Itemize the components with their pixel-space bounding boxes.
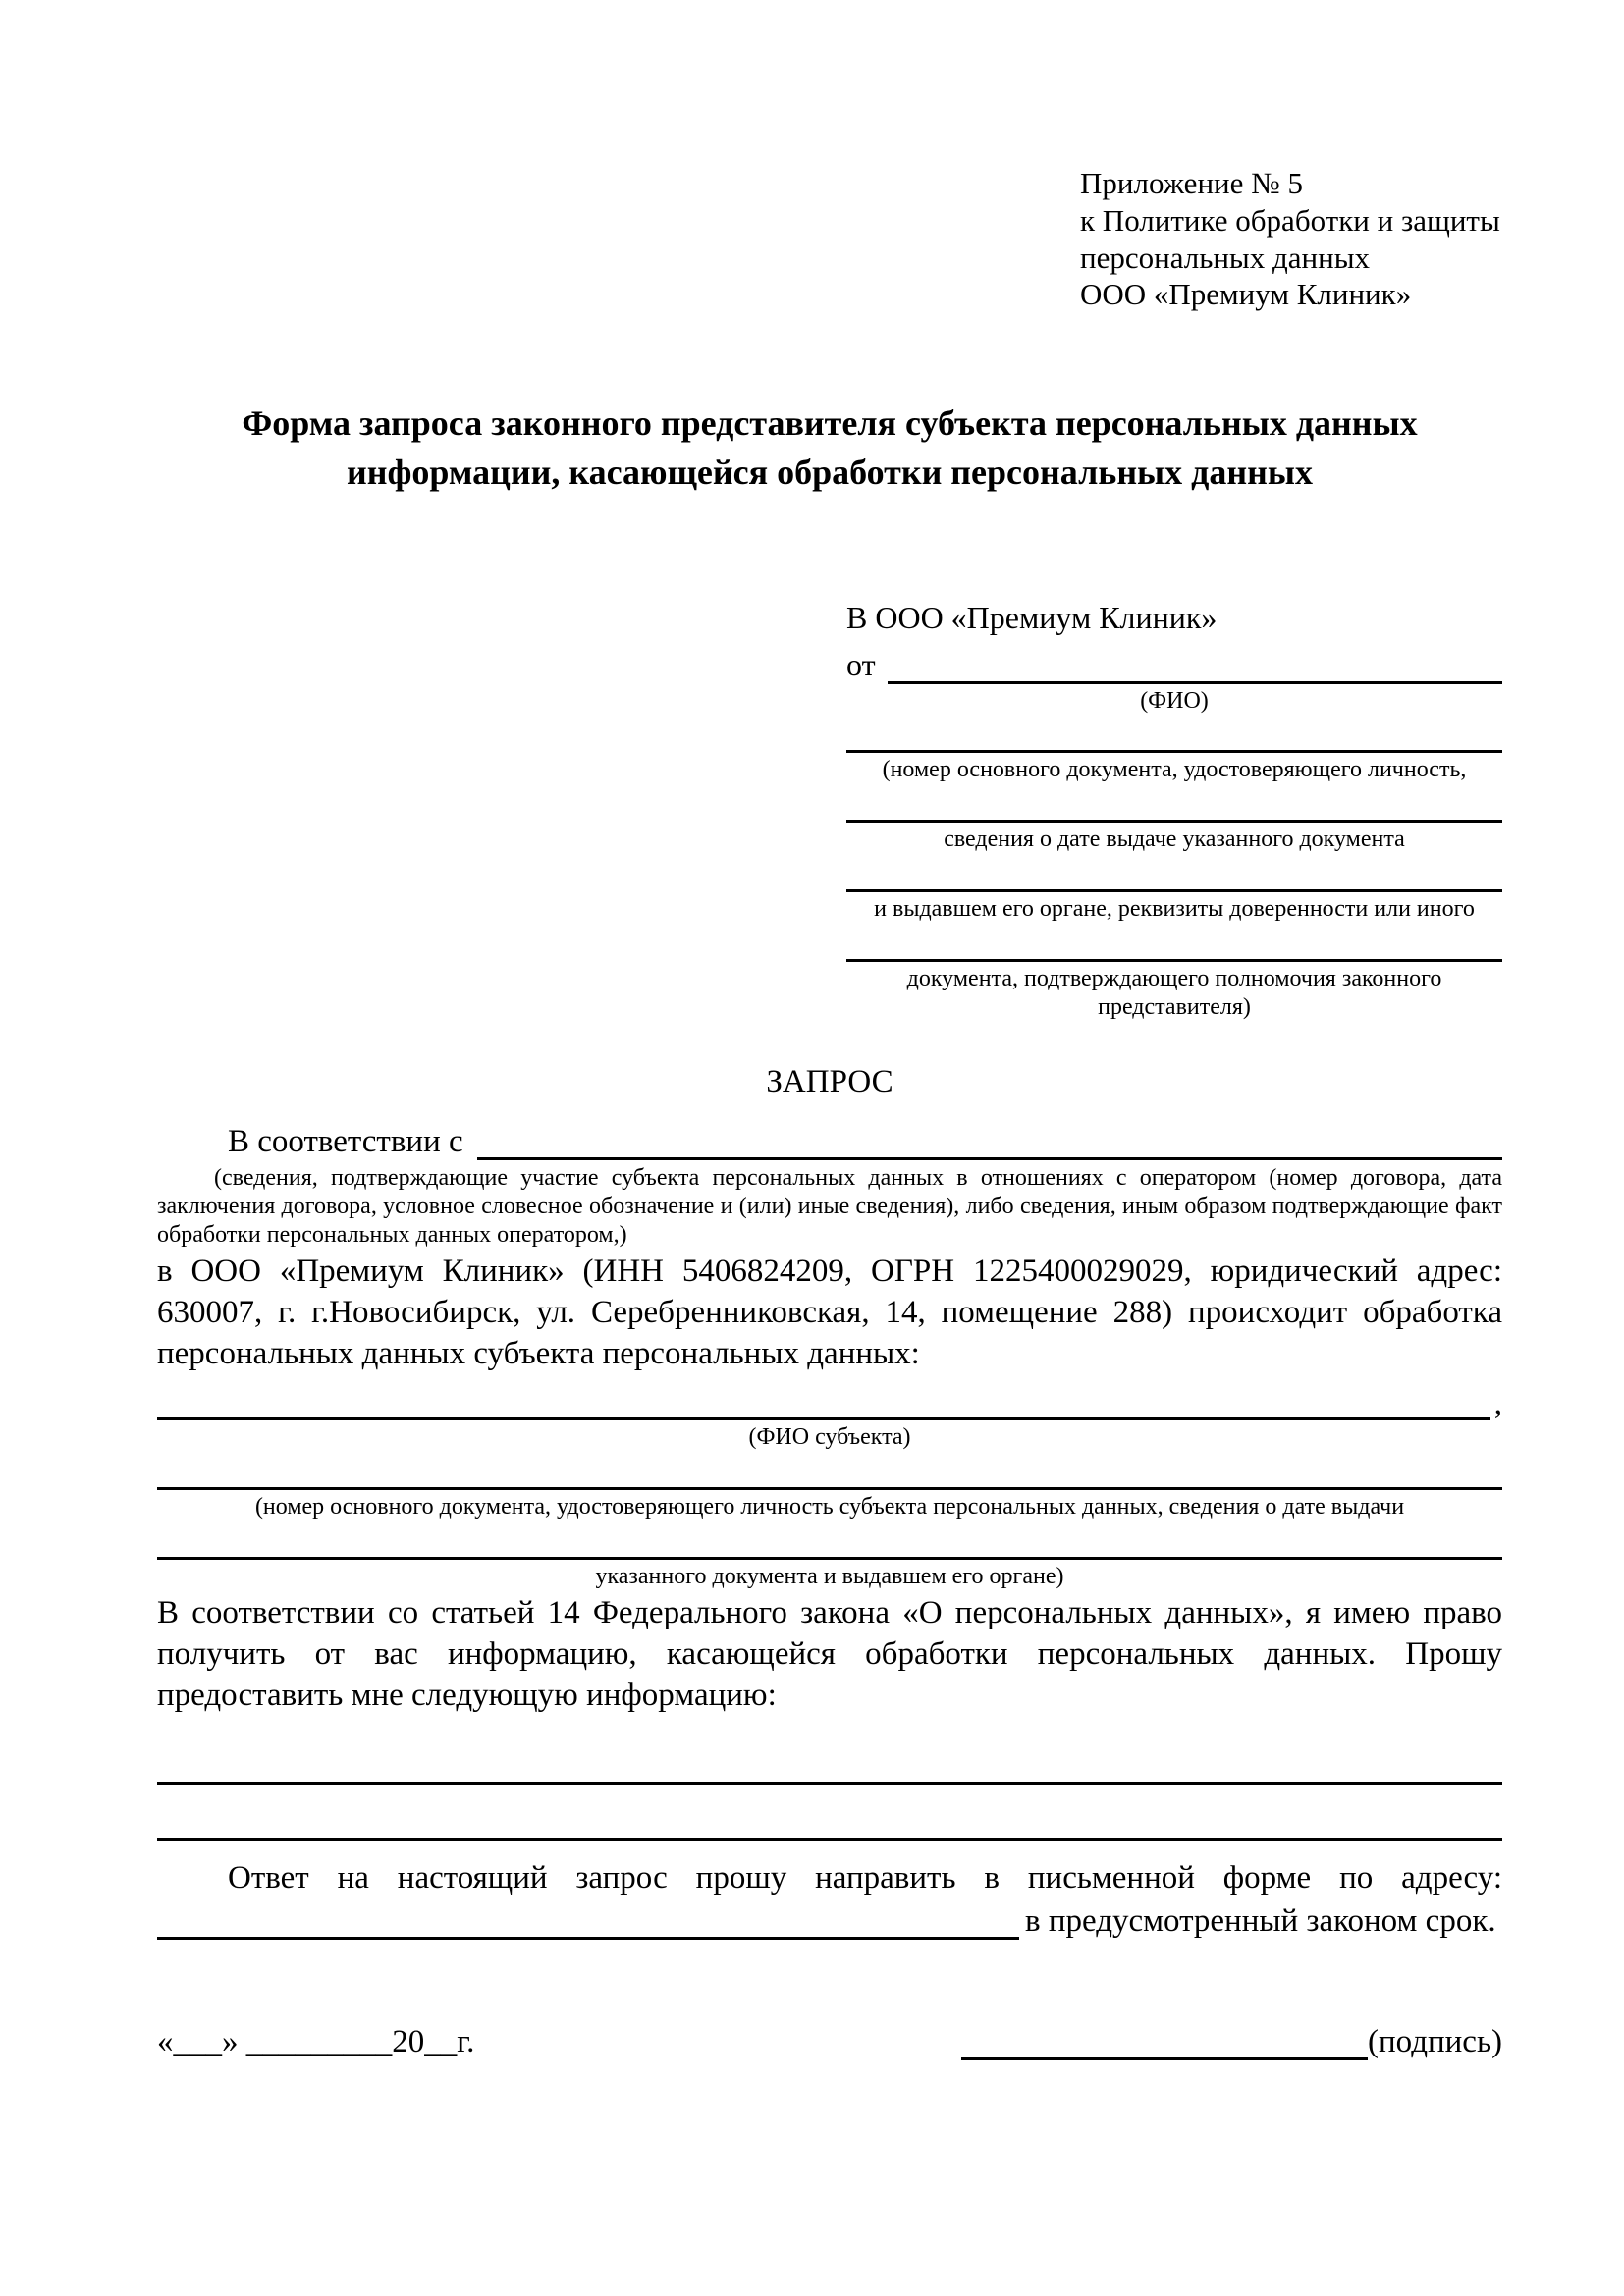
subject-doc-caption: указанного документа и выдавшем его органе) [595,1564,1064,1590]
subject-doc-line [157,1452,1502,1490]
intro-row [157,1124,1502,1160]
from-label: от [846,646,876,682]
request-heading: ЗАПРОС [766,1064,893,1100]
information-blank-line [157,1746,1502,1785]
reply-suffix: в предусмотренный законом срок. [1025,1902,1496,1939]
representative-doc-caption: документа, подтверждающего полномочия законного представителя) [906,965,1442,1020]
subject-fio-row [157,1388,1502,1420]
date-signature-row [157,2024,1502,2060]
signature-caption: (подпись) [1368,2023,1502,2059]
subject-doc-caption: (номер основного документа, удостоверяющего личность субъекта персональных данных, сведения о дате выдачи [254,1494,1405,1521]
subject-fio-caption: (ФИО субъекта) [748,1424,911,1451]
appendix-header [1080,165,1502,313]
intro-caption: (сведения, подтверждающие участие субъекта персональных данных в отношениях с оператором (номер договора, дата заключения договора, условное словесное обозначение и (или) иные сведения), либо сведения, иным образом подтверждающие факт обработки персональных данных оператором,) [157,1165,1502,1248]
from-row [846,645,1502,684]
signature-line [961,2057,1368,2060]
appendix-header-line: Приложение № 5 [1080,166,1303,200]
date-field: «___» _________20__г. [157,2023,475,2059]
trailing-comma: , [1493,1386,1502,1422]
form-title-line: Форма запроса законного представителя субъекта персональных данных [242,403,1418,444]
appendix-header-line: к Политике обработки и защиты [1080,202,1500,238]
intro-prefix: В соответствии с [228,1124,463,1160]
addressee-block [846,598,1502,1022]
subject-doc-line [157,1522,1502,1560]
reply-address-line [157,1937,1019,1940]
law-paragraph: В соответствии со статьей 14 Федерального закона «О персональных данных», я имею право получить от вас информацию, касающейся обработки персональных данных. Прошу предоставить мне следующую информацию: [157,1594,1502,1713]
addressee-to: В ООО «Премиум Клиник» [846,599,1218,635]
representative-doc-line [846,854,1502,892]
form-title-line: информации, касающейся обработки персональных данных [347,452,1313,492]
representative-doc-line [846,715,1502,753]
representative-doc-caption: и выдавшем его органе, реквизиты доверенности или иного [874,895,1475,922]
form-title [157,400,1502,497]
representative-doc-line [846,924,1502,962]
fio-caption: (ФИО) [1140,687,1209,714]
representative-doc-caption: сведения о дате выдаче указанного документа [944,827,1405,853]
appendix-header-line: персональных данных [1080,240,1371,275]
from-fio-line [888,681,1502,684]
information-blank-line [157,1785,1502,1841]
intro-blank-line [477,1157,1502,1160]
representative-doc-caption: (номер основного документа, удостоверяющего личность, [882,757,1467,783]
signature-group [961,2024,1502,2060]
operator-paragraph: в ООО «Премиум Клиник» (ИНН 5406824209, ОГРН 1225400029029, юридический адрес: 630007, г. г.Новосибирск, ул. Серебренниковская, 14, помещение 288) происходит обработка персональных данных субъекта персональных данных: [157,1253,1502,1371]
reply-address-row [157,1903,1502,1940]
appendix-header-line: ООО «Премиум Клиник» [1080,277,1412,312]
subject-fio-line [157,1417,1490,1420]
reply-paragraph: Ответ на настоящий запрос прошу направить в письменной форме по адресу: [228,1859,1502,1896]
representative-doc-line [846,784,1502,823]
